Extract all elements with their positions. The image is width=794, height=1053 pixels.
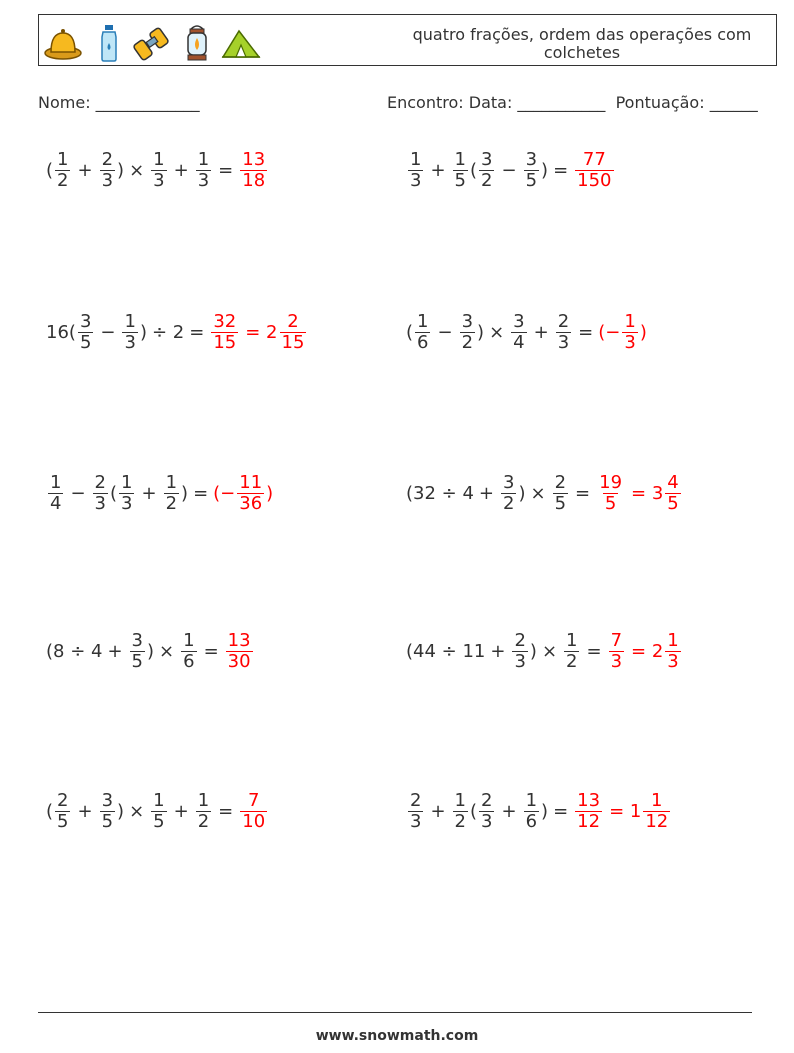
problem-6: (32 ÷ 4 + $\frac{3}{2}$ ) × $\frac{2}{5}$ = $\frac{19}{5}$ = 3 $\frac{4}{5}$ <box>406 463 683 523</box>
answer: $\frac{13}{18}$ <box>242 148 266 191</box>
fraction: $\frac{1}{2}$ <box>197 789 210 832</box>
answer: $\frac{13}{12}$ = 1 $\frac{1}{12}$ <box>577 789 669 832</box>
header-box <box>38 14 777 66</box>
water-bottle-icon <box>89 23 129 63</box>
problem-2: $\frac{1}{3}$ + $\frac{1}{5}$ ( $\frac{3}{2}$ − $\frac{3}{5}$ ) = $\frac{77}{150}$ <box>406 140 616 200</box>
name-field: Nome: _____________ <box>38 93 200 112</box>
answer: (− $\frac{11}{36}$ ) <box>213 471 274 514</box>
fraction: $\frac{1}{6}$ <box>183 629 195 672</box>
fraction: $\frac{1}{6}$ <box>417 310 429 353</box>
answer: $\frac{7}{10}$ <box>242 789 266 832</box>
fraction: $\frac{1}{2}$ <box>57 148 69 191</box>
fraction: $\frac{2}{3}$ <box>514 629 526 672</box>
answer: $\frac{77}{150}$ <box>577 148 612 191</box>
answer: $\frac{13}{30}$ <box>227 629 251 672</box>
fraction: $\frac{2}{3}$ <box>410 789 422 832</box>
meeting-date-score-field: Encontro: Data: ___________ Pontuação: ______ <box>387 93 758 112</box>
fraction: $\frac{1}{3}$ <box>410 148 422 191</box>
fraction: $\frac{2}{3}$ <box>481 789 493 832</box>
fraction: $\frac{3}{5}$ <box>101 789 114 832</box>
fraction: $\frac{1}{3}$ <box>124 310 136 353</box>
tent-icon <box>221 23 261 63</box>
answer: $\frac{7}{3}$ = 2 $\frac{1}{3}$ <box>610 629 679 672</box>
fraction: $\frac{2}{3}$ <box>94 471 106 514</box>
fraction: $\frac{3}{2}$ <box>481 148 493 191</box>
fraction: $\frac{1}{2}$ <box>566 629 578 672</box>
fraction: $\frac{1}{3}$ <box>153 148 165 191</box>
answer: (− $\frac{1}{3}$ ) <box>598 310 647 353</box>
fraction: $\frac{1}{5}$ <box>153 789 165 832</box>
fraction: $\frac{2}{5}$ <box>554 471 567 514</box>
fraction: $\frac{1}{3}$ <box>197 148 210 191</box>
fraction: $\frac{2}{5}$ <box>57 789 69 832</box>
problem-4: ( $\frac{1}{6}$ − $\frac{3}{2}$ ) × $\frac{3}{4}$ + $\frac{2}{3}$ = (− $\frac{1}{3}$ ) <box>406 310 647 353</box>
problem-3: 16( $\frac{3}{5}$ − $\frac{1}{3}$ ) ÷ 2 = $\frac{32}{15}$ = 2 $\frac{2}{15}$ <box>46 302 308 362</box>
problem-9: ( $\frac{2}{5}$ + $\frac{3}{5}$ ) × $\frac{1}{5}$ + $\frac{1}{2}$ = $\frac{7}{10}$ <box>46 781 269 841</box>
fraction: $\frac{2}{3}$ <box>557 310 570 353</box>
footer-url[interactable]: www.snowmath.com <box>315 1028 479 1044</box>
fraction: $\frac{3}{2}$ <box>461 310 474 353</box>
fraction: $\frac{3}{5}$ <box>79 310 92 353</box>
fraction: $\frac{3}{4}$ <box>513 310 525 353</box>
hat-icon <box>43 23 83 63</box>
fraction: $\frac{1}{5}$ <box>454 148 466 191</box>
answer: $\frac{19}{5}$ = 3 $\frac{4}{5}$ <box>599 471 679 514</box>
problem-5: $\frac{1}{4}$ − $\frac{2}{3}$ ( $\frac{1}{3}$ + $\frac{1}{2}$ ) = (− $\frac{11}{36}$ ) <box>50 471 274 514</box>
footer-divider <box>38 1012 752 1013</box>
fraction: $\frac{2}{3}$ <box>101 148 114 191</box>
binoculars-icon <box>133 23 173 63</box>
fraction: $\frac{1}{6}$ <box>525 789 538 832</box>
fraction: $\frac{3}{5}$ <box>131 629 143 672</box>
lantern-icon <box>177 23 217 63</box>
fraction: $\frac{1}{4}$ <box>50 471 62 514</box>
problem-8: (44 ÷ 11 + $\frac{2}{3}$ ) × $\frac{1}{2}$ = $\frac{7}{3}$ = 2 $\frac{1}{3}$ <box>406 621 683 681</box>
worksheet-title: quatro frações, ordem das operações com colchetes <box>412 25 752 62</box>
problem-10: $\frac{2}{3}$ + $\frac{1}{2}$ ( $\frac{2}{3}$ + $\frac{1}{6}$ ) = $\frac{13}{12}$ = 1 $\frac{1}{12}$ <box>406 781 672 841</box>
fraction: $\frac{1}{2}$ <box>454 789 466 832</box>
problem-1: ( $\frac{1}{2}$ + $\frac{2}{3}$ ) × $\frac{1}{3}$ + $\frac{1}{3}$ = $\frac{13}{18}$ <box>46 140 269 200</box>
fraction: $\frac{1}{3}$ <box>121 471 133 514</box>
fraction: $\frac{3}{5}$ <box>525 148 538 191</box>
problem-7: (8 ÷ 4 + $\frac{3}{5}$ ) × $\frac{1}{6}$ = $\frac{13}{30}$ <box>46 621 255 681</box>
answer: $\frac{32}{15}$ = 2 $\frac{2}{15}$ <box>213 310 305 353</box>
fraction: $\frac{1}{2}$ <box>165 471 178 514</box>
fraction: $\frac{3}{2}$ <box>503 471 515 514</box>
